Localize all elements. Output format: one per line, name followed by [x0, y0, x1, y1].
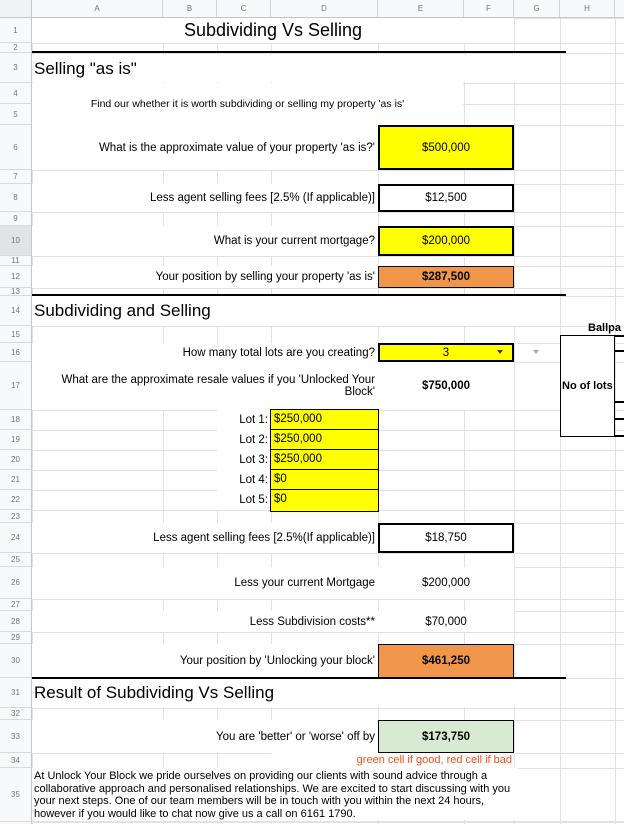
lots-count-question-cell[interactable]: How many total lots are you creating? [32, 343, 378, 362]
row-header-4[interactable]: 4 [0, 83, 31, 104]
resale-total-cell[interactable]: $750,000 [378, 362, 514, 410]
property-value-input-cell[interactable]: $500,000 [378, 125, 514, 170]
row-header-11[interactable]: 11 [0, 256, 31, 266]
no-of-lots-header-cell[interactable]: No of lots [560, 335, 615, 437]
row-header-32[interactable]: 32 [0, 708, 31, 720]
section-divider [32, 677, 566, 679]
row-header-23[interactable]: 23 [0, 510, 31, 523]
gridline-h [32, 632, 624, 633]
row-header-21[interactable]: 21 [0, 470, 31, 490]
gridline-h [32, 822, 624, 823]
table-border-segment [615, 350, 624, 352]
lot-label-cell[interactable]: Lot 5: [217, 490, 270, 510]
result-note: green cell if good, red cell if bad [271, 753, 514, 768]
row-header-26[interactable]: 26 [0, 567, 31, 599]
row-header-20[interactable]: 20 [0, 450, 31, 470]
row-header-25[interactable]: 25 [0, 553, 31, 567]
agent-fees-question-cell[interactable]: Less agent selling fees [2.5% (If applicable)] [32, 184, 378, 212]
lot-label-cell[interactable]: Lot 4: [217, 470, 270, 490]
row-header-8[interactable]: 8 [0, 184, 31, 212]
footer-text: At Unlock Your Block we pride ourselves on providing our clients with sound advice through a collaborative approach and personalised relationships. We are excited to start discussing with you your next steps. One of our team members will be in touch with you within the next 24 hours, however if you would like to chat now give us a call on 6161 1790. [34, 770, 511, 820]
row-header-31[interactable]: 31 [0, 678, 31, 708]
section-divider [32, 51, 566, 53]
subdivision-costs-question-cell[interactable]: Less Subdivision costs** [32, 611, 378, 632]
gridline-h [32, 553, 624, 554]
gridline-h [32, 53, 624, 54]
unlock-position-question-cell[interactable]: Your position by 'Unlocking your block' [32, 644, 378, 678]
row-header-29[interactable]: 29 [0, 632, 31, 644]
dropdown-arrow-icon[interactable] [497, 350, 503, 354]
ballpark-header[interactable]: Ballpa [588, 322, 622, 334]
select-all-corner[interactable] [0, 0, 32, 18]
gridline-h [32, 326, 624, 327]
gridline-h [32, 821, 624, 822]
row-header-34[interactable]: 34 [0, 753, 31, 768]
property-value-question-cell[interactable]: What is the approximate value of your property 'as is?' [32, 125, 378, 170]
row-header-19[interactable]: 19 [0, 430, 31, 450]
table-border-segment [615, 335, 624, 337]
row-header-5[interactable]: 5 [0, 104, 31, 125]
column-header-H[interactable]: H [560, 0, 615, 17]
subdividing-fees-question-cell[interactable]: Less agent selling fees [2.5%(If applicable)] [32, 523, 378, 553]
column-headers-row [0, 0, 624, 18]
row-header-28[interactable]: 28 [0, 611, 31, 632]
row-header-15[interactable]: 15 [0, 326, 31, 343]
lot-label-cell[interactable]: Lot 2: [217, 430, 270, 450]
gridline-h [32, 288, 624, 289]
mortgage-input-cell[interactable]: $200,000 [378, 226, 514, 256]
gridline-h [32, 599, 624, 600]
lot-value-input-cell[interactable]: $250,000 [271, 430, 378, 450]
column-header-G[interactable]: G [514, 0, 560, 17]
column-header-D[interactable]: D [271, 0, 378, 17]
footer-text-cell[interactable] [32, 768, 518, 820]
section-heading-subdividing-cell[interactable]: Subdividing and Selling [32, 296, 560, 326]
result-value-cell[interactable]: $173,750 [378, 720, 514, 753]
row-header-12[interactable]: 12 [0, 266, 31, 288]
as-is-position-question-cell[interactable]: Your position by selling your property 'as is' [32, 266, 378, 288]
row-header-14[interactable]: 14 [0, 296, 31, 326]
subdividing-fees-value-cell[interactable]: $18,750 [378, 523, 514, 553]
gridline-h [32, 212, 624, 213]
row-header-1[interactable]: 1 [0, 18, 31, 43]
row-header-6[interactable]: 6 [0, 125, 31, 170]
lots-count-dropdown-cell[interactable] [378, 343, 514, 362]
section-heading-selling-cell[interactable]: Selling "as is" [32, 55, 560, 82]
resale-question-cell[interactable]: What are the approximate resale values if you 'Unlocked Your Block' [32, 362, 378, 410]
lot-value-input-cell[interactable]: $0 [274, 493, 287, 505]
column-header-F[interactable]: F [464, 0, 514, 17]
gridline-h [32, 708, 624, 709]
row-header-33[interactable]: 33 [0, 720, 31, 753]
lot-label-cell[interactable]: Lot 1: [217, 410, 270, 430]
column-header-B[interactable]: B [163, 0, 217, 17]
column-header-A[interactable]: A [32, 0, 163, 17]
lot-value-input-cell[interactable]: $0 [271, 470, 378, 490]
gridline-h [32, 256, 624, 257]
unlock-position-cell[interactable]: $461,250 [378, 644, 514, 678]
lot-label-cell[interactable]: Lot 3: [217, 450, 270, 470]
row-header-24[interactable]: 24 [0, 523, 31, 553]
gridline-v [615, 18, 616, 824]
table-border-segment [615, 418, 624, 420]
row-header-10[interactable]: 10 [0, 226, 31, 256]
row-header-2[interactable]: 2 [0, 43, 31, 53]
row-header-13[interactable]: 13 [0, 288, 31, 296]
subdividing-mortgage-question-cell[interactable]: Less your current Mortgage [32, 567, 378, 599]
table-border-segment [615, 401, 624, 403]
row-header-18[interactable]: 18 [0, 410, 31, 430]
row-header-16[interactable]: 16 [0, 343, 31, 362]
subdividing-mortgage-value-cell[interactable]: $200,000 [378, 567, 514, 599]
mortgage-question-cell[interactable]: What is your current mortgage? [32, 226, 378, 256]
row-header-22[interactable]: 22 [0, 490, 31, 510]
secondary-dropdown-arrow-icon[interactable] [533, 350, 539, 354]
gridline-h [32, 43, 624, 44]
lots-count-value: 3 [442, 346, 450, 359]
row-header-17[interactable]: 17 [0, 362, 31, 410]
section-divider [32, 294, 566, 296]
row-header-9[interactable]: 9 [0, 212, 31, 226]
as-is-position-cell[interactable]: $287,500 [378, 266, 514, 288]
column-header-C[interactable]: C [217, 0, 271, 17]
row-header-27[interactable]: 27 [0, 599, 31, 611]
row-header-7[interactable]: 7 [0, 170, 31, 184]
subtitle-cell[interactable]: Find our whether it is worth subdividing or selling my property 'as is' [32, 83, 463, 125]
table-border-segment [615, 435, 624, 437]
gridline-h [32, 170, 624, 171]
result-question-cell[interactable]: You are 'better' or 'worse' off by [32, 720, 378, 753]
lot-values-box [270, 409, 379, 512]
row-header-3[interactable]: 3 [0, 53, 31, 83]
title-cell[interactable]: Subdividing Vs Selling [32, 18, 514, 43]
row-headers-column [0, 18, 32, 824]
section-heading-result-cell[interactable]: Result of Subdividing Vs Selling [32, 679, 560, 707]
column-header-E[interactable]: E [378, 0, 464, 17]
subdivision-costs-value-cell[interactable]: $70,000 [378, 611, 514, 632]
row-header-35[interactable]: 35 [0, 768, 31, 822]
lot-value-input-cell[interactable]: $250,000 [271, 450, 378, 470]
row-header-30[interactable]: 30 [0, 644, 31, 678]
agent-fees-value-cell[interactable]: $12,500 [378, 184, 514, 212]
lot-value-input-cell[interactable]: $250,000 [271, 410, 378, 430]
